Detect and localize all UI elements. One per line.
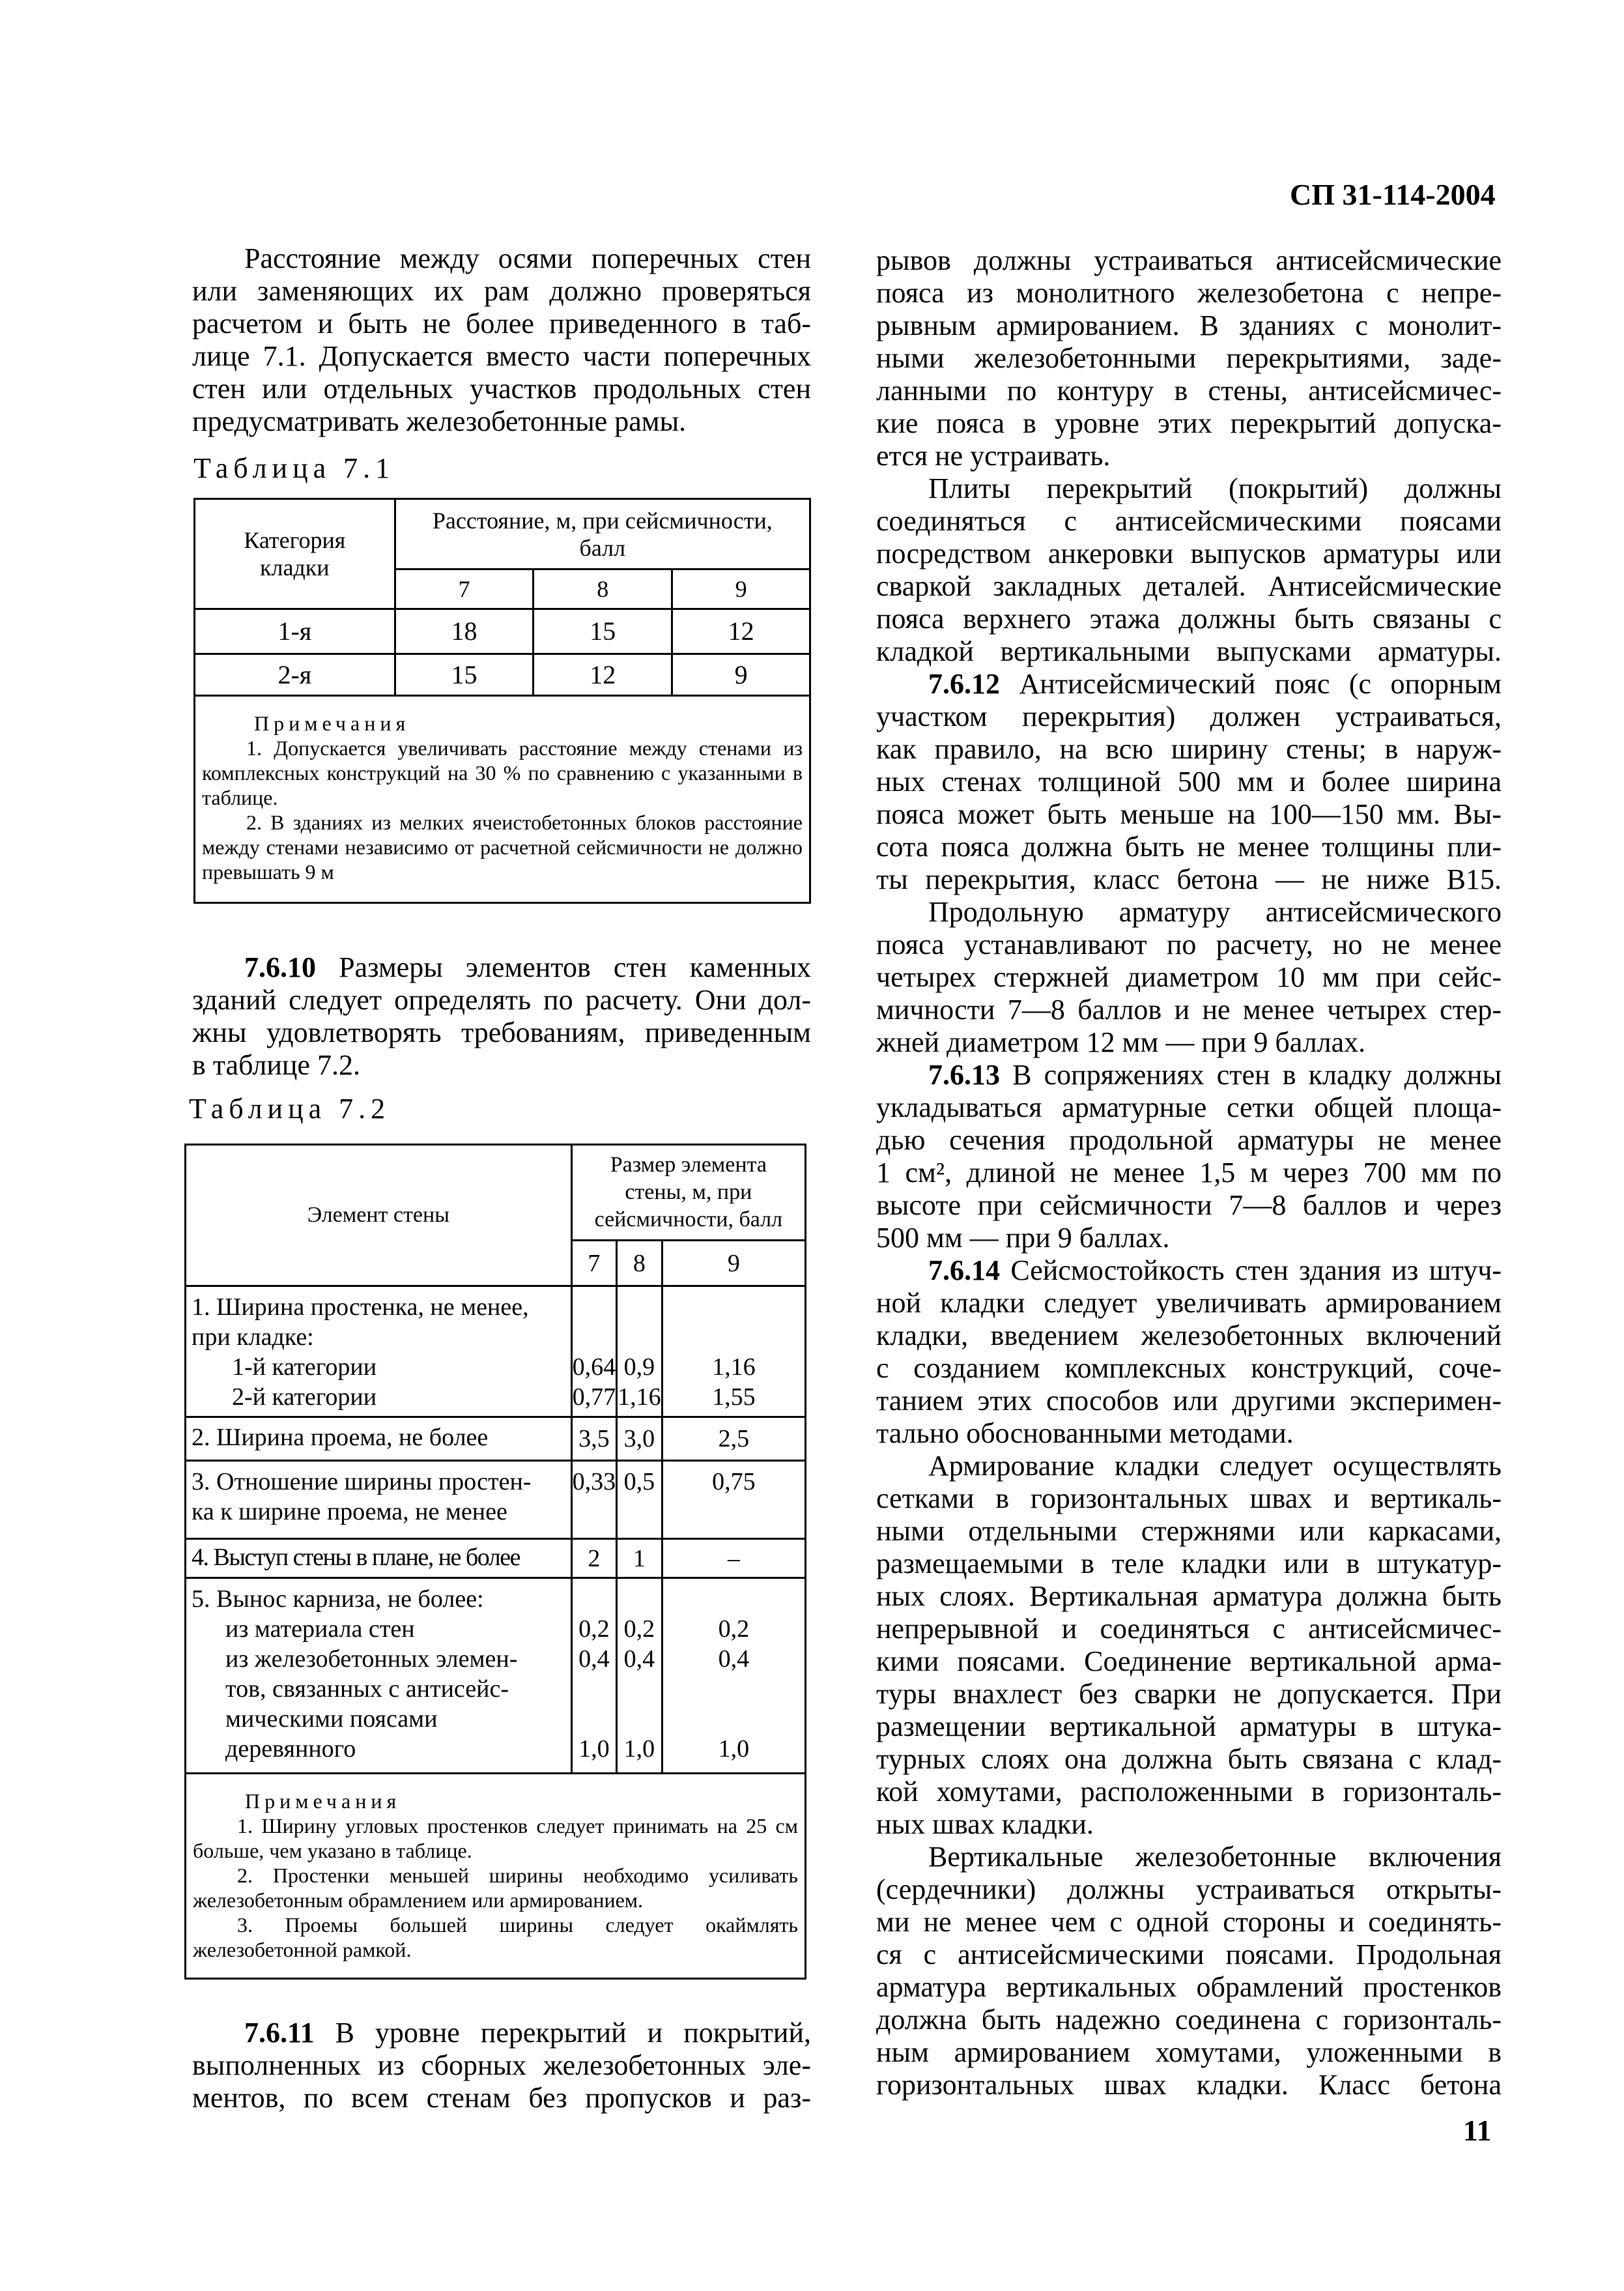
- text-line: зданий следует определять по расчету. Они дол-: [192, 984, 811, 1016]
- clause-7-6-13: 7.6.13 В сопряжениях стен в кладку должны укладываться арматурные сетки общей площа- дью сечения продольной арматуры не менее 1 см², длиной не менее 1,5 м через 700 мм по высоте при сейсмичности 7—8 баллов и через 500 мм — при 9 баллах.: [876, 1059, 1502, 1254]
- clause-number: 7.6.14: [928, 1254, 1000, 1286]
- clause-7-6-14: 7.6.14 Сейсмостойкость стен здания из штуч- ной кладки следует увеличивать армированием кладки, введением железобетонных включений с созданием комплексных конструкций, соче- танием этих способов или другими эксперимен- тально обоснованными методами.: [876, 1254, 1502, 1449]
- category-cell: 2-я: [195, 654, 395, 696]
- text-line: жны удовлетворять требованиям, приведенным: [192, 1016, 811, 1048]
- text-line: Расстояние между осями поперечных стен: [244, 242, 811, 274]
- table-row: [186, 1539, 806, 1578]
- value-cell: 0,2 0,4 1,0: [571, 1578, 617, 1774]
- note-item: 1. Ширину угловых простенков следует принимать на 25 см больше, чем указано в таблице.: [193, 1814, 798, 1862]
- clause-number: 7.6.12: [928, 668, 1000, 700]
- clause-7-6-12: 7.6.12 Антисейсмический пояс (с опорным участком перекрытия) должен устраиваться, как правило, на всю ширину стены; в наруж- ных стенах толщиной 500 мм и более ширина пояса может быть меньше на 100—150 мм. Вы- сота пояса должна быть не менее толщины пли- ты перекрытия, класс бетона — не ниже В15.: [876, 668, 1502, 895]
- header-category: Категория кладки: [195, 499, 395, 609]
- value-cell: 15: [534, 609, 672, 654]
- value-cell: 0,75: [662, 1461, 805, 1539]
- value-cell: 2: [571, 1539, 617, 1578]
- table-row: [186, 1286, 806, 1417]
- page-number: 11: [1463, 2114, 1492, 2147]
- text-line: ментов, по всем стенам без пропусков и раз-: [192, 2082, 811, 2114]
- clause-number: 7.6.11: [244, 2017, 315, 2049]
- value-cell: 3,0: [617, 1417, 662, 1461]
- table-row: [195, 654, 810, 696]
- value-cell: 9: [672, 654, 810, 696]
- seismicity-9: 9: [672, 569, 810, 609]
- document-code: СП 31-114-2004: [1290, 178, 1496, 211]
- element-label: 3. Отношение ширины простен- ка к ширине проема, не менее: [186, 1461, 572, 1539]
- value-cell: 12: [672, 609, 810, 654]
- seismicity-7: 7: [395, 569, 534, 609]
- header-distance: Расстояние, м, при сейсмичности, балл: [395, 499, 810, 569]
- table-7-2-caption: Таблица 7.2: [189, 1093, 391, 1125]
- continuation-paragraph: рывов должны устраиваться антисейсмические пояса из монолитного железобетона с непре- рывным армированием. В зданиях с монолит- ными железобетонными перекрытиями, заде- ланными по контуру в стены, антисейсмичес- кие пояса в уровне этих перекрытий допуска- ется не устраивать.: [876, 244, 1502, 472]
- text-line: предусматривать железобетонные рамы.: [192, 405, 687, 437]
- intro-paragraph: [192, 242, 811, 438]
- element-label: 4. Выступ стены в плане, не более: [186, 1539, 572, 1578]
- slabs-paragraph: Плиты перекрытий (покрытий) должны соединяться с антисейсмическими поясами посредством анкеровки выпусков арматуры или сваркой закладных деталей. Антисейсмические пояса верхнего этажа должны быть связаны с кладкой вертикальными выпусками арматуры.: [876, 472, 1502, 667]
- table-row: [186, 1417, 806, 1461]
- notes-heading: Примечания: [245, 1789, 401, 1813]
- table-7-2-notes: [186, 1774, 806, 1979]
- value-cell: 1,16 1,55: [662, 1286, 805, 1417]
- element-label: 1. Ширина простенка, не менее, при кладке: 1-й категории 2-й категории: [186, 1286, 572, 1417]
- text-line: в таблице 7.2.: [192, 1049, 360, 1081]
- value-cell: 0,2 0,4 1,0: [662, 1578, 805, 1774]
- value-cell: 0,2 0,4 1,0: [617, 1578, 662, 1774]
- table-7-1: [193, 498, 811, 904]
- value-cell: 0,5: [617, 1461, 662, 1539]
- header-size: Размер элемента стены, м, при сейсмичности, балл: [571, 1145, 805, 1241]
- value-cell: 3,5: [571, 1417, 617, 1461]
- value-cell: 2,5: [662, 1417, 805, 1461]
- table-row: [195, 609, 810, 654]
- text-line: или заменяющих их рам должно проверяться: [192, 275, 811, 307]
- seismicity-7: 7: [571, 1241, 617, 1286]
- clause-7-6-11: [192, 2017, 811, 2114]
- note-item: 3. Проемы большей ширины следует окаймлять железобетонной рамкой.: [193, 1913, 798, 1961]
- text-line: стен или отдельных участков продольных стен: [192, 373, 811, 405]
- clause-number: 7.6.10: [244, 951, 316, 983]
- value-cell: 12: [534, 654, 672, 696]
- table-row: [186, 1578, 806, 1774]
- value-cell: 15: [395, 654, 534, 696]
- category-cell: 1-я: [195, 609, 395, 654]
- value-cell: 0,33: [571, 1461, 617, 1539]
- seismicity-8: 8: [617, 1241, 662, 1286]
- note-item: 1. Допускается увеличивать расстояние между стенами из комплексных конструкций на 30 % по сравнению с указанными в таблице.: [202, 736, 803, 809]
- value-cell: 0,64 0,77: [571, 1286, 617, 1417]
- clause-number: 7.6.13: [928, 1059, 1000, 1091]
- masonry-reinforcement-paragraph: Армирование кладки следует осуществлять сетками в горизонтальных швах и вертикаль- ными отдельными стержнями или каркасами, размещаемыми в теле кладки или в штукатур- ных слоях. Вертикальная арматура должна быть непрерывной и соединяться с антисейсмичес- кими поясами. Соединение вертикальной арма- туры внахлест без сварки не допускается. При размещении вертикальной арматуры в штука- турных слоях она должна быть связана с клад- кой хомутами, расположенными в горизонталь- ных швах кладки.: [876, 1450, 1502, 1840]
- longitudinal-reinforcement-paragraph: Продольную арматуру антисейсмического пояса устанавливают по расчету, но не менее четырех стержней диаметром 10 мм при сейс- мичности 7—8 баллов и не менее четырех стер- жней диаметром 12 мм — при 9 баллах.: [876, 896, 1502, 1058]
- value-cell: –: [662, 1539, 805, 1578]
- value-cell: 18: [395, 609, 534, 654]
- clause-7-6-10: [192, 951, 811, 1082]
- table-row: [186, 1461, 806, 1539]
- table-7-1-notes: [195, 696, 810, 903]
- header-element: Элемент стены: [186, 1145, 572, 1286]
- seismicity-8: 8: [534, 569, 672, 609]
- table-7-2: [184, 1144, 806, 1980]
- seismicity-9: 9: [662, 1241, 805, 1286]
- text-line: Размеры элементов стен каменных: [339, 951, 812, 983]
- text-line: лице 7.1. Допускается вместо части поперечных: [192, 340, 811, 372]
- right-column: [876, 244, 1502, 2101]
- value-cell: 0,9 1,16: [617, 1286, 662, 1417]
- table-7-1-caption: Таблица 7.1: [193, 452, 395, 484]
- element-label: 2. Ширина проема, не более: [186, 1417, 572, 1461]
- note-item: 2. В зданиях из мелких ячеистобетонных блоков расстояние между стенами независимо от расчетной сейсмичности не должно превышать 9 м: [202, 811, 803, 884]
- text-line: расчетом и быть не более приведенного в таб-: [192, 308, 811, 339]
- note-item: 2. Простенки меньшей ширины необходимо усиливать железобетонным обрамлением или армированием.: [193, 1864, 798, 1912]
- text-line: В уровне перекрытий и покрытий,: [335, 2017, 811, 2049]
- vertical-cores-paragraph: Вертикальные железобетонные включения (сердечники) должны устраиваться открыты- ми не менее чем с одной стороны и соединять- ся с антисейсмическими поясами. Продольная арматура вертикальных обрамлений простенков должна быть надежно соединена с горизонталь- ным армированием хомутами, уложенными в горизонтальных швах кладки. Класс бетона: [876, 1841, 1502, 2101]
- element-label: 5. Вынос карниза, не более: из материала стен из железобетонных элемен- тов, связанных с антисейс- мическими поясами деревянного: [186, 1578, 572, 1774]
- text-line: выполненных из сборных железобетонных эле-: [192, 2049, 811, 2081]
- value-cell: 1: [617, 1539, 662, 1578]
- notes-heading: Примечания: [254, 712, 410, 735]
